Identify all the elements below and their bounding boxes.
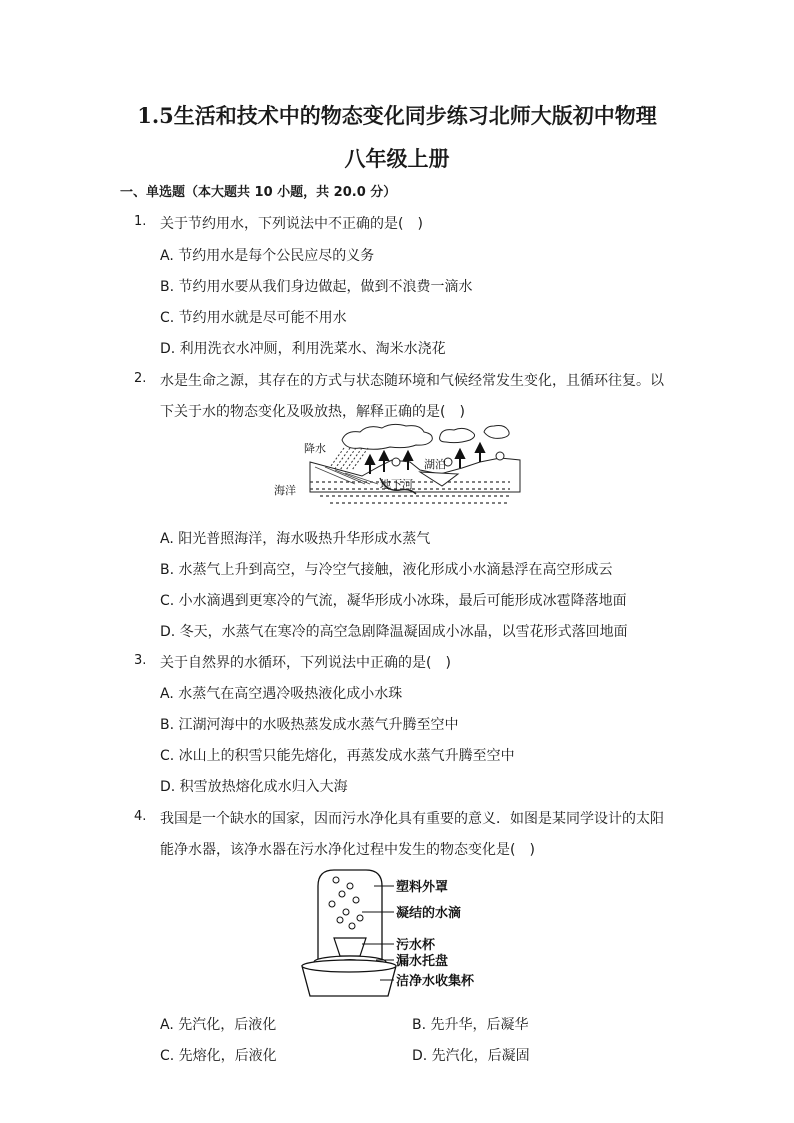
question-3-number: 3.	[134, 653, 147, 668]
question-3-option-d: D. 积雪放热熔化成水归入大海	[160, 779, 348, 795]
question-3-option-a: A. 水蒸气在高空遇冷吸热液化成小水珠	[160, 686, 403, 702]
question-1-option-d: D. 利用洗衣水冲厕，利用洗菜水、淘米水浇花	[160, 341, 446, 357]
document-title-line1: 1.5生活和技术中的物态变化同步练习北师大版初中物理	[137, 103, 657, 128]
figure-label-lake: 湖泊	[424, 458, 446, 471]
cloud-icon	[342, 424, 509, 449]
question-3-option-b: B. 江湖河海中的水吸热蒸发成水蒸气升腾至空中	[160, 717, 459, 733]
water-cycle-figure	[270, 422, 530, 520]
section-heading: 一、单选题（本大题共 10 小题，共 20.0 分）	[120, 185, 397, 200]
question-1-option-a: A. 节约用水是每个公民应尽的义务	[160, 248, 375, 264]
question-4-option-d: D. 先汽化，后凝固	[412, 1048, 530, 1064]
question-4-stem-line1: 我国是一个缺水的国家，因而污水净化具有重要的意义．如图是某同学设计的太阳	[160, 811, 664, 827]
question-4-option-c: C. 先熔化，后液化	[160, 1048, 277, 1064]
figure-label-cover: 塑料外罩	[396, 880, 449, 895]
solar-water-purifier-figure	[296, 864, 506, 1004]
figure-label-ocean: 海洋	[274, 484, 296, 497]
figure-label-underground-river: 地下河	[380, 478, 413, 491]
question-4-number: 4.	[134, 809, 147, 824]
question-3-stem: 关于自然界的水循环，下列说法中正确的是( )	[160, 655, 451, 671]
question-4-stem-line2: 能净水器，该净水器在污水净化过程中发生的物态变化是( )	[160, 842, 535, 858]
question-2-option-c: C. 小水滴遇到更寒冷的气流，凝华形成小冰珠，最后可能形成冰雹降落地面	[160, 593, 627, 609]
figure-label-drops: 凝结的水滴	[396, 906, 462, 921]
question-1-option-c: C. 节约用水就是尽可能不用水	[160, 310, 347, 326]
question-4-option-b: B. 先升华，后凝华	[412, 1017, 529, 1033]
question-1-option-b: B. 节约用水要从我们身边做起，做到不浪费一滴水	[160, 279, 473, 295]
figure-label-rain: 降水	[304, 442, 326, 455]
figure-label-collector: 洁净水收集杯	[396, 974, 475, 989]
question-2-stem-line2: 下关于水的物态变化及吸放热，解释正确的是( )	[160, 404, 465, 420]
question-2-option-a: A. 阳光普照海洋，海水吸热升华形成水蒸气	[160, 531, 431, 547]
document-title-line2: 八年级上册	[344, 146, 450, 171]
question-2-number: 2.	[134, 371, 147, 386]
question-2-option-b: B. 水蒸气上升到高空，与冷空气接触，液化形成小水滴悬浮在高空形成云	[160, 562, 613, 578]
question-4-option-a: A. 先汽化，后液化	[160, 1017, 277, 1033]
question-1-number: 1.	[134, 214, 147, 229]
figure-label-cup: 污水杯	[396, 938, 436, 953]
question-3-option-c: C. 冰山上的积雪只能先熔化，再蒸发成水蒸气升腾至空中	[160, 748, 515, 764]
question-1-stem: 关于节约用水，下列说法中不正确的是( )	[160, 216, 423, 232]
question-2-option-d: D. 冬天，水蒸气在寒冷的高空急剧降温凝固成小冰晶，以雪花形式落回地面	[160, 624, 628, 640]
figure-label-tray: 漏水托盘	[396, 954, 449, 969]
question-2-stem-line1: 水是生命之源，其存在的方式与状态随环境和气候经常发生变化，且循环往复。以	[160, 373, 664, 389]
